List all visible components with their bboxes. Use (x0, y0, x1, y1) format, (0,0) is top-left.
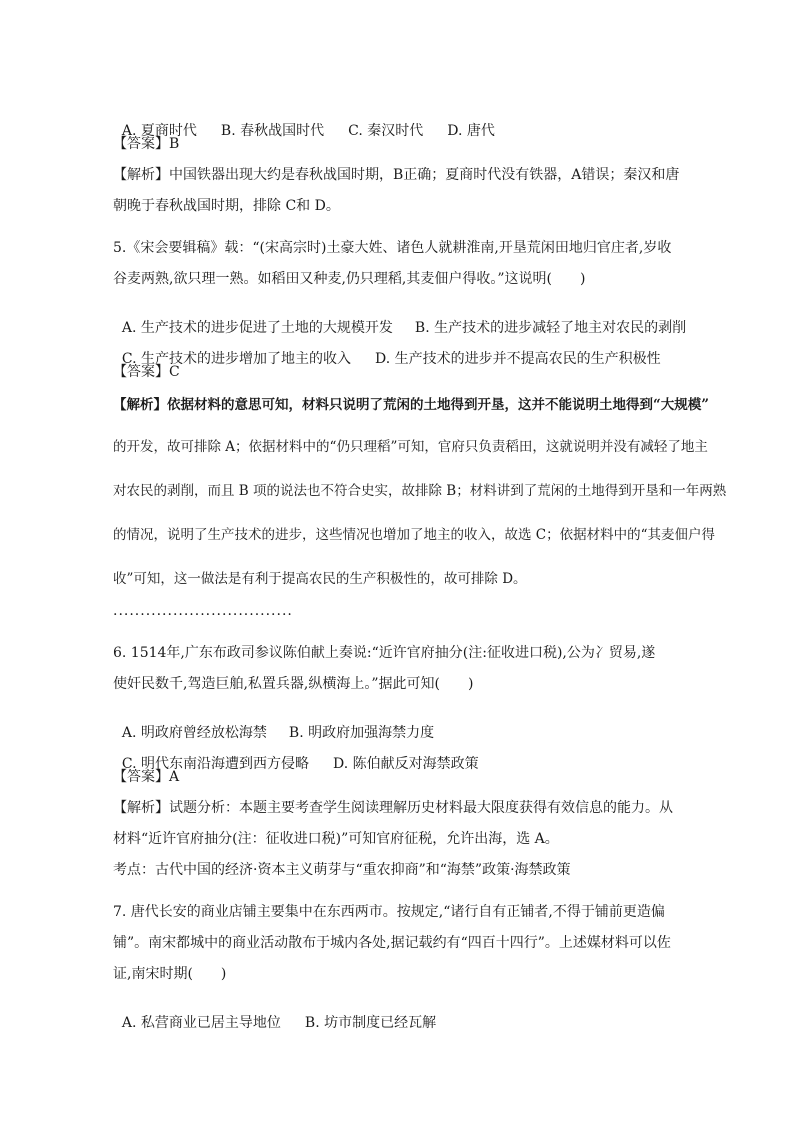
q7-stem-line-2: 铺”。南宋都城中的商业活动散布于城内各处,据记载约有“四百十四行”。上述媒材料可以佐 (113, 935, 671, 951)
q6-analysis-line-2: 材料“近许官府抽分(注：征收进口税)”可知官府征税，允许出海，选 A。 (113, 831, 559, 847)
q6-stem-line-2: 使奸民数千,驾造巨舶,私置兵器,纵横海上。”据此可知( ) (113, 676, 474, 692)
q6-option-a: A. 明政府曾经放松海禁 (121, 725, 267, 741)
q5-analysis-line-4: 的情况，说明了生产技术的进步，这些情况也增加了地主的收入，故选 C；依据材料中的“其麦佃户得 (113, 527, 716, 543)
q6-answer: 【答案】A (113, 769, 180, 785)
q4-answer: 【答案】B (113, 136, 180, 152)
q4-analysis-line-1: 【解析】中国铁器出现大约是春秋战国时期，B正确；夏商时代没有铁器，A错误；秦汉和唐 (113, 167, 680, 183)
q5-analysis-line-1: 【解析】依据材料的意思可知，材料只说明了荒闲的土地得到开垦，这并不能说明土地得到“大规模” (113, 397, 710, 413)
q6-option-c: C. 明代东南沿海遭到西方侵略 (121, 756, 310, 772)
q4-option-a: A. 夏商时代 (121, 123, 197, 139)
q5-option-a: A. 生产技术的进步促进了土地的大规模开发 (121, 320, 393, 336)
q6-knowledge-point: 考点：古代中国的经济·资本主义萌芽与“重农抑商”和“海禁”政策·海禁政策 (113, 862, 571, 878)
q4-analysis-line-2: 朝晚于春秋战国时期，排除 C和 D。 (113, 198, 340, 214)
q7-option-b: B. 坊市制度已经瓦解 (304, 1015, 437, 1031)
q5-analysis-line-2: 的开发，故可排除 A；依据材料中的“仍只理稻”可知，官府只负责稻田，这就说明并没有减轻了地主 (113, 439, 708, 455)
q5-stem-line-2: 谷麦两熟,欲只理一熟。如稻田又种麦,仍只理稻,其麦佃户得收。”这说明( ) (113, 271, 586, 287)
q6-analysis-line-1: 【解析】试题分析：本题主要考查学生阅读理解历史材料最大限度获得有效信息的能力。从 (113, 800, 673, 816)
q5-analysis-line-5: 收”可知，这一做法是有利于提高农民的生产积极性的，故可排除 D。 (113, 571, 527, 587)
q5-stem-line-1: 5.《宋会要辑稿》载：“(宋高宗时)土豪大姓、诸色人就耕淮南,开垦荒闲田地归官庄者,岁收 (113, 240, 672, 256)
q7-stem-line-1: 7. 唐代长安的商业店铺主要集中在东西两市。按规定,“诸行自有正铺者,不得于铺前更造偏 (113, 904, 665, 920)
q6-option-b: B. 明政府加强海禁力度 (288, 725, 435, 741)
q5-answer: 【答案】C (113, 364, 180, 380)
q4-option-c: C. 秦汉时代 (348, 123, 424, 139)
q5-options-row-2 (113, 332, 661, 368)
q5-option-c: C. 生产技术的进步增加了地主的收入 (121, 351, 352, 367)
q5-analysis-line-3: 对农民的剥削，而且 B 项的说法也不符合史实，故排除 B；材料讲到了荒闲的土地得到开垦和一年两熟 (113, 483, 727, 499)
q5-option-d: D. 生产技术的进步并不提高农民的生产积极性 (375, 351, 661, 367)
q6-option-d: D. 陈伯献反对海禁政策 (333, 756, 479, 772)
q7-stem-line-3: 证,南宋时期( ) (113, 966, 227, 982)
q6-stem-line-1: 6. 1514年,广东布政司参议陈伯献上奏说:“近许官府抽分(注:征收进口税),公为冫贸易,遂 (113, 645, 656, 661)
q7-option-a: A. 私营商业已居主导地位 (121, 1015, 281, 1031)
q5-option-b: B. 生产技术的进步减轻了地主对农民的剥削 (414, 320, 687, 336)
q4-option-d: D. 唐代 (447, 123, 495, 139)
q7-options-row-1 (113, 996, 436, 1032)
dotted-divider: ................................. (113, 603, 293, 619)
q4-option-b: B. 春秋战国时代 (220, 123, 325, 139)
